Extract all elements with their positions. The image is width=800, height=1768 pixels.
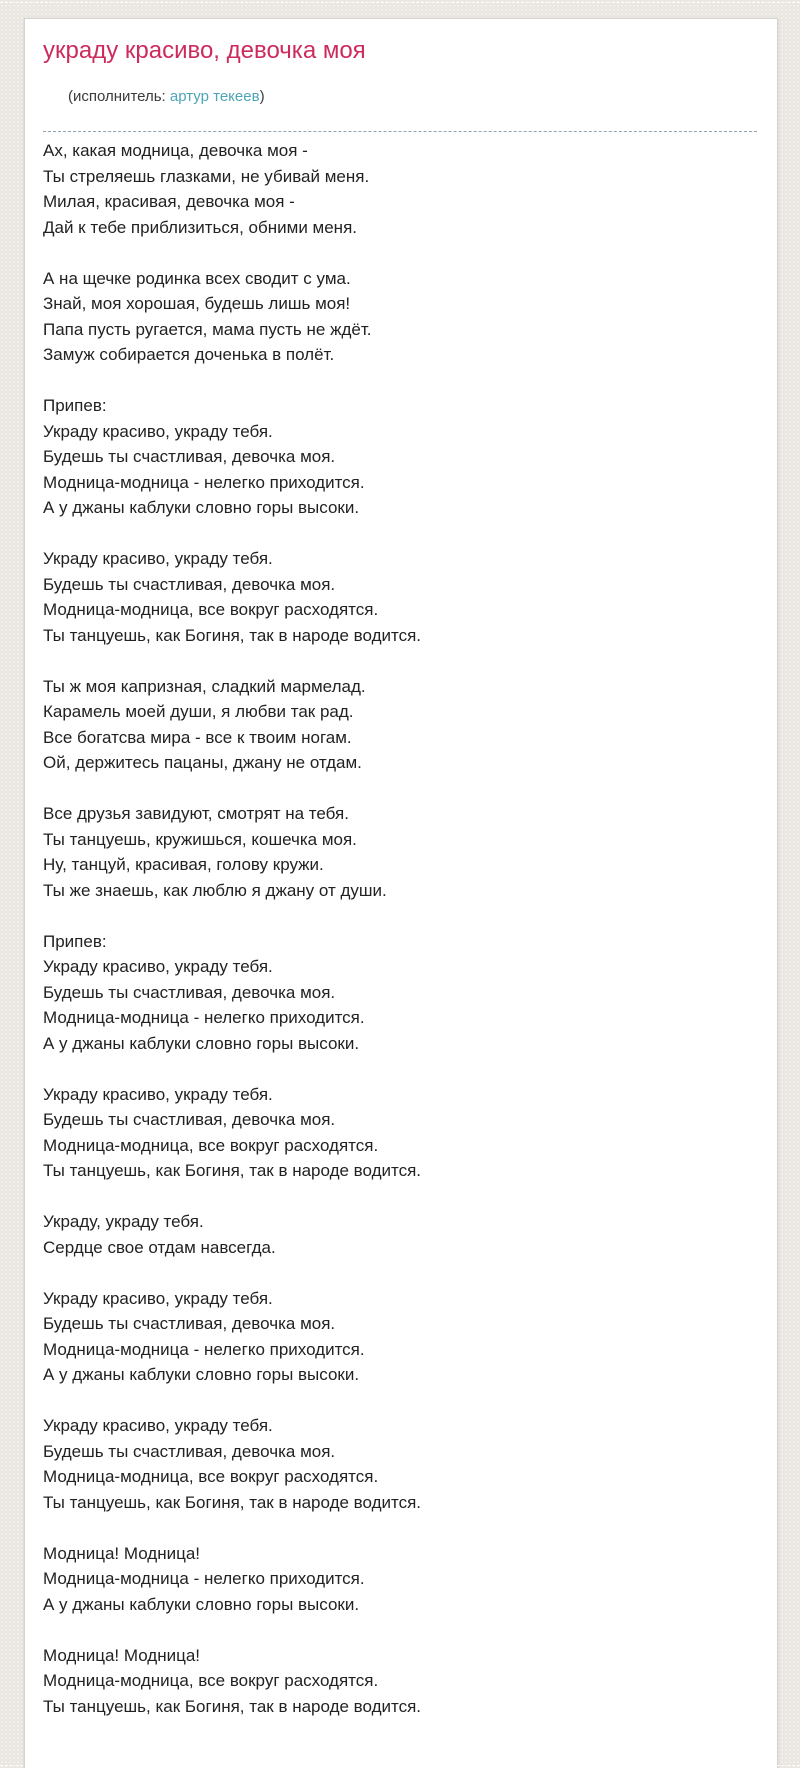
stanza: Украду красиво, украду тебя. Будешь ты счастливая, девочка моя. Модница-модница, все вокруг расходятся. Ты танцуешь, как Богиня, так в народе водится. (43, 1416, 422, 1512)
lyrics-card (24, 18, 778, 1768)
stanza: А на щечке родинка всех сводит с ума. Знай, моя хорошая, будешь лишь моя! Папа пусть ругается, мама пусть не ждёт. Замуж собирается доченька в полёт. (43, 268, 372, 364)
stanza: Украду красиво, украду тебя. Будешь ты счастливая, девочка моя. Модница-модница, все вокруг расходятся. Ты танцуешь, как Богиня, так в народе водится. (43, 549, 422, 645)
artist-line (43, 67, 757, 127)
stanza: Украду, украду тебя. Сердце свое отдам навсегда. (43, 1212, 276, 1257)
dashed-separator (43, 131, 757, 132)
stanza: Припев: Украду красиво, украду тебя. Будешь ты счастливая, девочка моя. Модница-модница - нелегко приходится. А у джаны каблуки словно горы высоки. (43, 396, 365, 517)
stanza: Модница! Модница! Модница-модница - нелегко приходится. А у джаны каблуки словно горы высоки. (43, 1543, 365, 1614)
lyrics-text (43, 138, 757, 1719)
artist-label-suffix: ) (259, 88, 265, 105)
stanza: Украду красиво, украду тебя. Будешь ты счастливая, девочка моя. Модница-модница, все вокруг расходятся. Ты танцуешь, как Богиня, так в народе водится. (43, 1084, 422, 1180)
artist-label-prefix: (исполнитель: (68, 88, 170, 105)
stanza: Модница! Модница! Модница-модница, все вокруг расходятся. Ты танцуешь, как Богиня, так в народе водится. (43, 1645, 422, 1716)
stanza: Ты ж моя капризная, сладкий мармелад. Карамель моей души, я любви так рад. Все богатсва мира - все к твоим ногам. Ой, держитесь пацаны, джану не отдам. (43, 676, 366, 772)
stanza: Все друзья завидуют, смотрят на тебя. Ты танцуешь, кружишься, кошечка моя. Ну, танцуй, красивая, голову кружи. Ты же знаешь, как люблю я джану от души. (43, 804, 387, 900)
stanza: Ах, какая модница, девочка моя - Ты стреляешь глазками, не убивай меня. Милая, красивая, девочка моя - Дай к тебе приблизиться, обними меня. (43, 141, 370, 237)
song-title: украду красиво, девочка моя (43, 37, 366, 64)
stanza: Припев: Украду красиво, украду тебя. Будешь ты счастливая, девочка моя. Модница-модница - нелегко приходится. А у джаны каблуки словно горы высоки. (43, 931, 365, 1053)
artist-link[interactable]: артур текеев (169, 88, 260, 105)
stanza: Украду красиво, украду тебя. Будешь ты счастливая, девочка моя. Модница-модница - нелегко приходится. А у джаны каблуки словно горы высоки. (43, 1288, 365, 1384)
